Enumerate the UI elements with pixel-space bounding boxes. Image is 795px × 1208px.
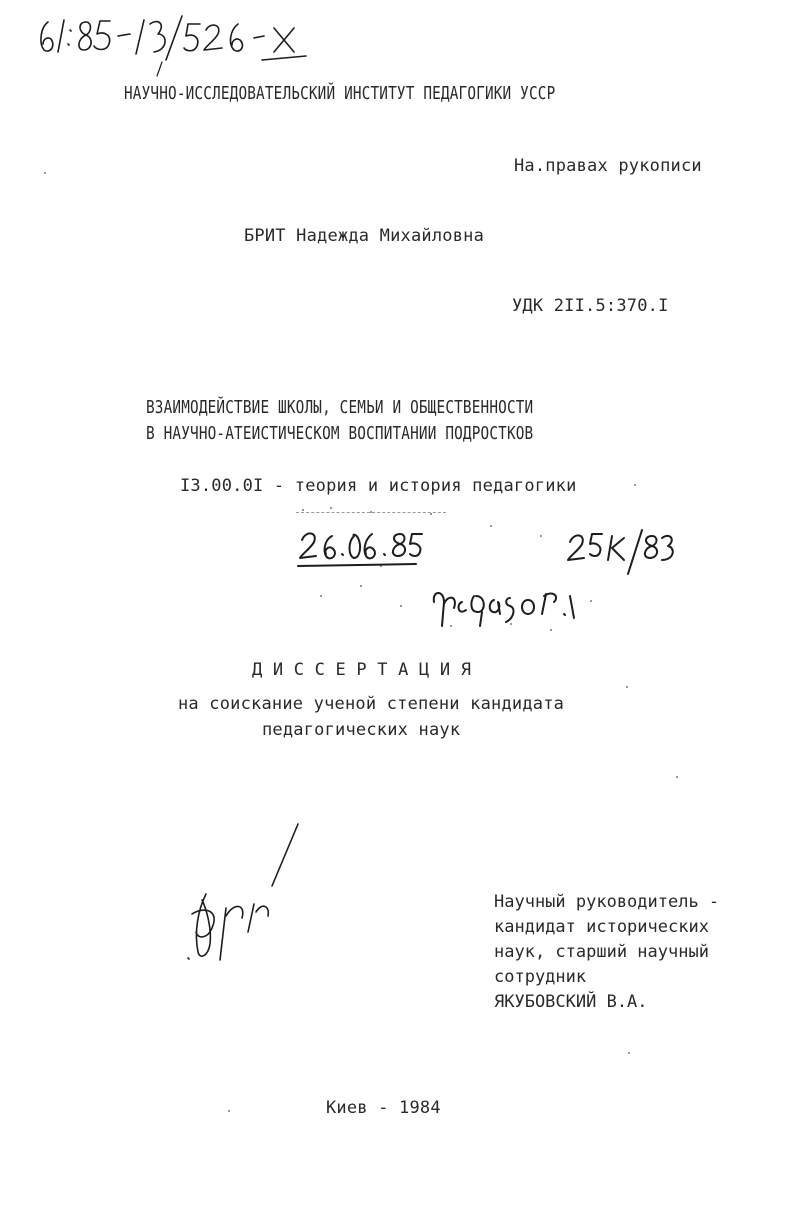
institute-name: НАУЧНО-ИССЛЕДОВАТЕЛЬСКИЙ ИНСТИТУТ ПЕДАГОГИКИ УССР xyxy=(124,84,556,104)
stamp-date-handwriting xyxy=(296,522,436,572)
stamp-field-handwriting xyxy=(430,582,580,632)
supervisor-line-2: кандидат исторических xyxy=(494,917,709,937)
dissertation-title-line-1: ВЗАИМОДЕЙСТВИЕ ШКОЛЫ, СЕМЬИ И ОБЩЕСТВЕННОСТИ xyxy=(146,398,534,418)
supervisor-line-4: сотрудник xyxy=(494,967,587,987)
stamp-code-handwriting xyxy=(566,526,676,578)
speck xyxy=(676,776,678,778)
supervisor-line-1: Научный руководитель - xyxy=(494,892,720,912)
speck xyxy=(626,686,628,688)
dissertation-purpose-line-2: педагогических наук xyxy=(262,720,461,740)
dissertation-purpose-line-1: на соискание ученой степени кандидата xyxy=(178,694,565,714)
author-signature xyxy=(176,820,306,970)
author-name: БРИТ Надежда Михайловна xyxy=(244,226,485,246)
stamp-rule-top xyxy=(296,512,446,513)
speck xyxy=(628,1052,630,1054)
supervisor-block xyxy=(494,890,719,1015)
dissertation-label: Д И С С Е Р Т А Ц И Я xyxy=(252,660,472,680)
speck xyxy=(634,484,636,486)
specialty-code: I3.00.0I - теория и история педагогики xyxy=(180,476,577,496)
place-and-year: Киев - 1984 xyxy=(326,1098,441,1118)
pen-tick xyxy=(150,60,170,80)
dissertation-title-line-2: В НАУЧНО-АТЕИСТИЧЕСКОМ ВОСПИТАНИИ ПОДРОСТКОВ xyxy=(146,424,534,444)
manuscript-rights-note: На.правах рукописи xyxy=(514,156,702,176)
supervisor-line-3: наук, старший научный xyxy=(494,942,709,962)
speck xyxy=(228,1110,230,1112)
supervisor-name: ЯКУБОВСКИЙ В.А. xyxy=(494,992,648,1012)
speck xyxy=(44,172,46,174)
udc-code: УДК 2II.5:370.I xyxy=(512,296,669,316)
handwritten-archive-number xyxy=(34,8,314,78)
